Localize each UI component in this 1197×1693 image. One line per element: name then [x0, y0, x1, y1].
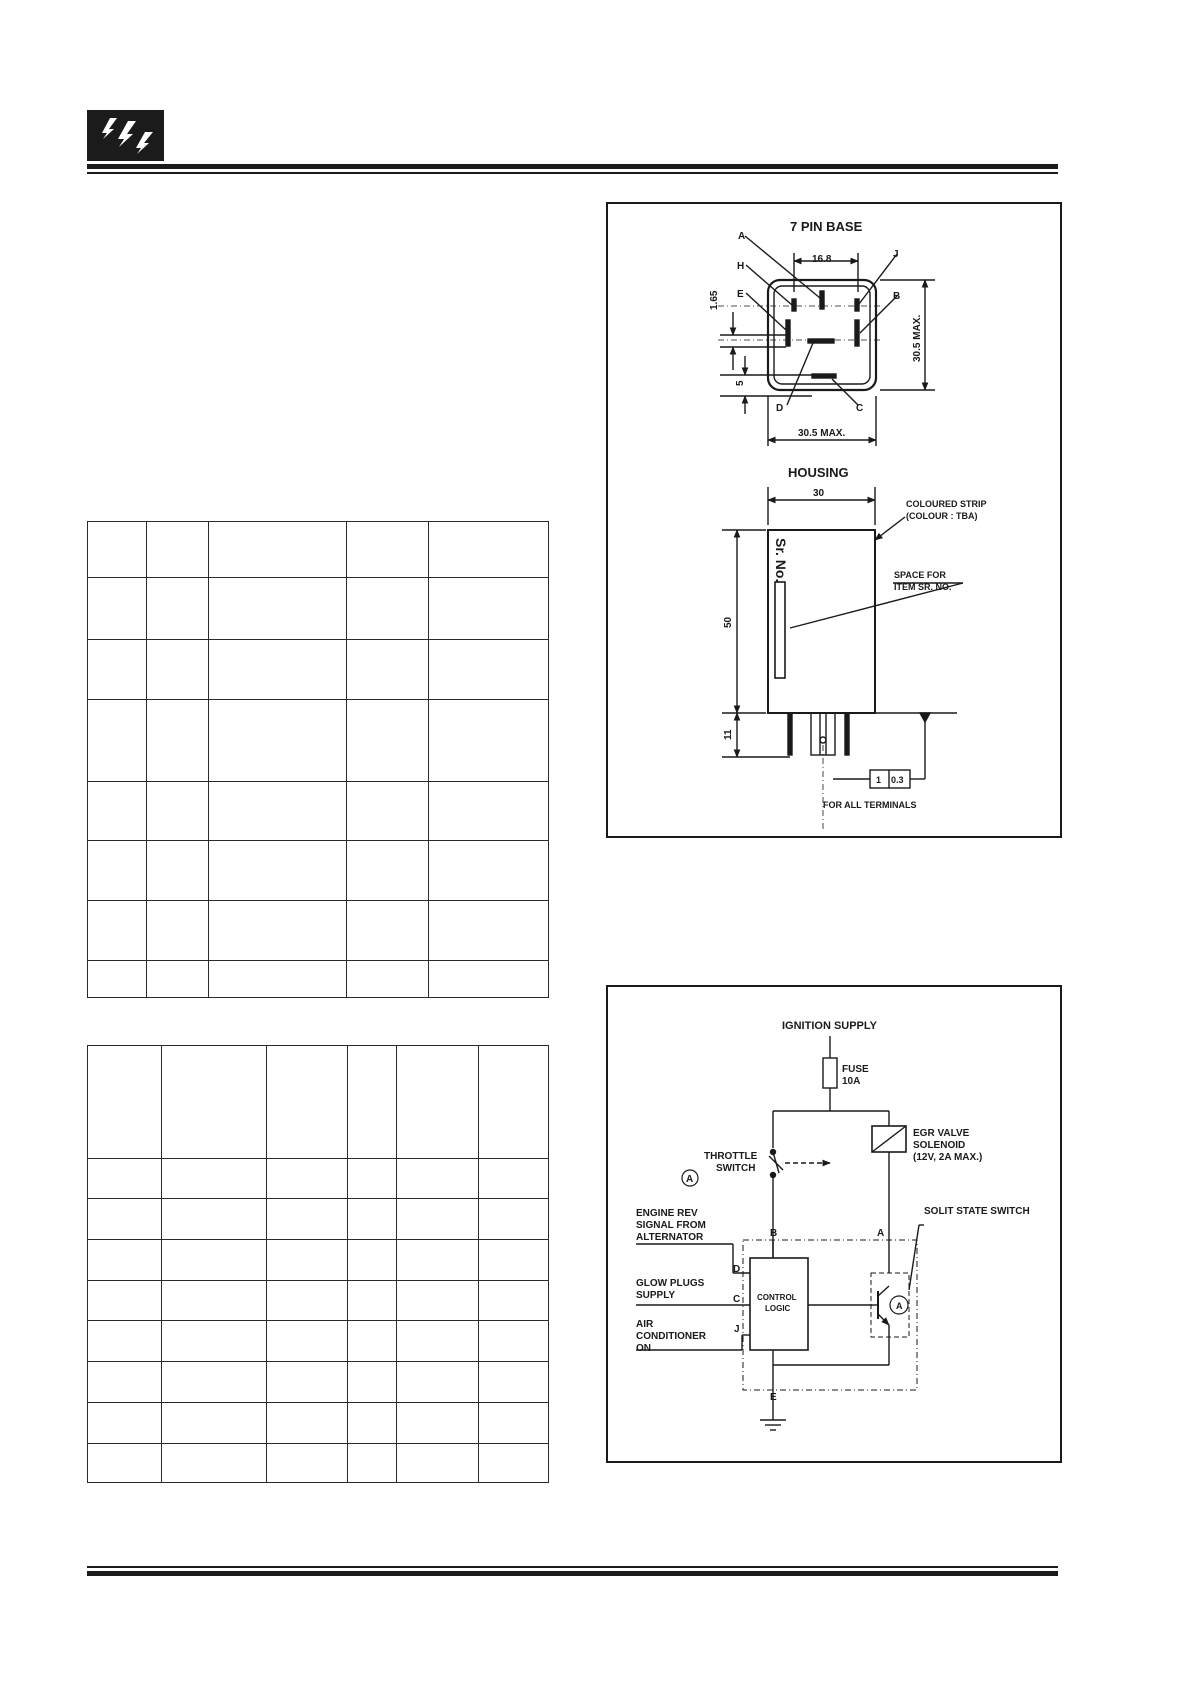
footer-rule-thick [87, 1571, 1058, 1576]
pin-base-diagram [607, 203, 1061, 837]
pin-label-b: B [893, 291, 901, 302]
strip-line-2: (COLOUR : TBA) [906, 511, 978, 521]
pin-base-title: 7 PIN BASE [790, 219, 863, 234]
strip-line-1: COLOURED STRIP [906, 499, 987, 509]
dim-small: 5 [735, 380, 746, 386]
fuse-symbol [823, 1058, 837, 1088]
pin-b-label: B [770, 1228, 778, 1239]
pin-e-label: E [770, 1392, 777, 1403]
engine-line-3: ALTERNATOR [636, 1232, 704, 1243]
pin-d-label: D [733, 1264, 741, 1275]
pin-label-c: C [856, 403, 864, 414]
terminal [788, 713, 792, 755]
ac-line-2: CONDITIONER [636, 1331, 706, 1342]
footer-rule-thin [87, 1566, 1058, 1568]
pin-label-h: H [737, 261, 745, 272]
space-line-1: SPACE FOR [894, 570, 946, 580]
sr-no-label: Sr. No. [773, 538, 789, 583]
engine-line-2: SIGNAL FROM [636, 1220, 706, 1231]
terminal [845, 713, 849, 755]
all-terminals-label: FOR ALL TERMINALS [823, 800, 917, 810]
sr-no-space [775, 582, 785, 678]
pin-label-d: D [776, 403, 784, 414]
dim-right: 30.5 MAX. [912, 314, 923, 362]
dim-left: 1.65 [709, 290, 720, 310]
glow-line-2: SUPPLY [636, 1290, 676, 1301]
pin-b [855, 320, 859, 346]
circuit-labels [636, 1020, 1030, 1403]
pin-label-a: A [738, 231, 746, 242]
space-line-2: ITEM SR. NO. [894, 582, 952, 592]
tolerance-symbol: 1 [876, 775, 882, 785]
housing-height: 50 [723, 616, 734, 628]
ignition-label: IGNITION SUPPLY [782, 1020, 877, 1032]
pin-c [812, 374, 836, 378]
egr-line-2: SOLENOID [913, 1140, 966, 1151]
pin-diagram-frame [607, 203, 1061, 837]
control-line-1: CONTROL [757, 1293, 797, 1302]
terminal-height: 11 [723, 729, 734, 740]
housing-title: HOUSING [788, 465, 849, 480]
egr-line-1: EGR VALVE [913, 1128, 970, 1139]
engine-line-1: ENGINE REV [636, 1208, 698, 1219]
glow-line-1: GLOW PLUGS [636, 1278, 705, 1289]
pin-e [786, 320, 790, 346]
pin-h [792, 299, 796, 311]
dim-top: 16.8 [812, 254, 832, 265]
solid-state-label: SOLIT STATE SWITCH [924, 1206, 1030, 1217]
ac-line-3: ON [636, 1343, 651, 1354]
throttle-line-2: SWITCH [716, 1163, 756, 1174]
dim-bottom: 30.5 MAX. [798, 428, 846, 439]
fuse-line-2: 10A [842, 1076, 861, 1087]
throttle-line-1: THROTTLE [704, 1151, 758, 1162]
marker-a-label: A [686, 1174, 694, 1185]
pin-a-label: A [877, 1228, 885, 1239]
pin-label-j: J [893, 249, 899, 260]
egr-line-3: (12V, 2A MAX.) [913, 1152, 983, 1163]
pin-j [855, 299, 859, 311]
pin-j-label: J [734, 1324, 740, 1335]
control-line-2: LOGIC [765, 1304, 791, 1313]
switch-marker-label: A [896, 1301, 903, 1311]
pin-c-label: C [733, 1294, 741, 1305]
tolerance-value: 0.3 [891, 775, 904, 785]
housing-width: 30 [813, 488, 825, 499]
module-boundary [743, 1240, 917, 1390]
pin-label-e: E [737, 289, 744, 300]
fuse-line-1: FUSE [842, 1064, 869, 1075]
ac-line-1: AIR [636, 1319, 654, 1330]
